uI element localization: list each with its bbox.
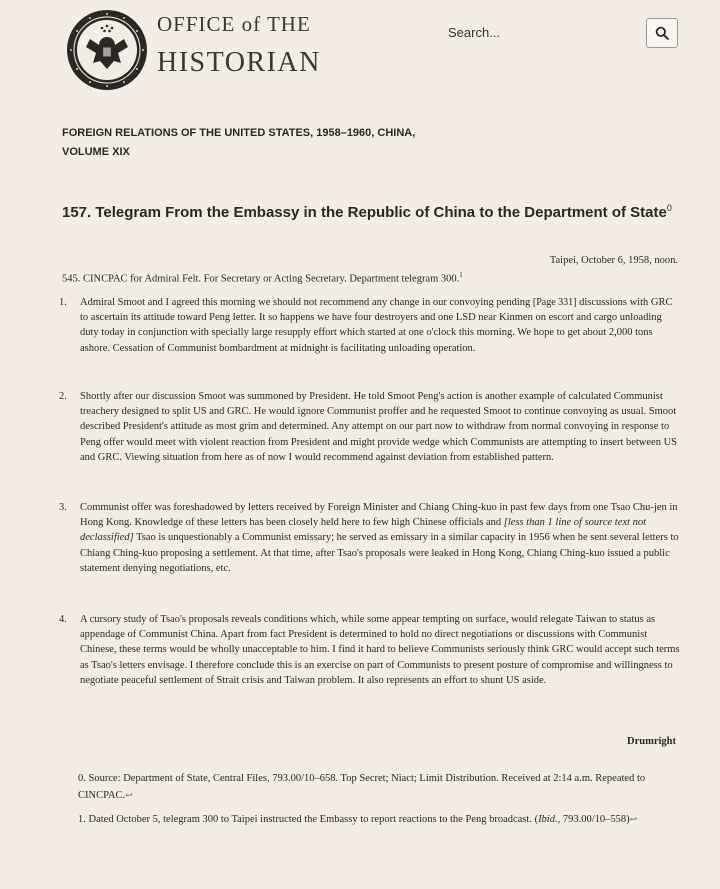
eagle-seal-icon[interactable] <box>66 9 148 91</box>
site-logo[interactable] <box>157 12 321 80</box>
footnote-ibid: Ibid. <box>538 814 558 825</box>
footnote-1 <box>78 811 678 828</box>
footnote-back-link[interactable]: ↩ <box>125 790 133 800</box>
footnote-0 <box>78 771 678 804</box>
paragraph-number: 2. <box>59 391 67 402</box>
addressee-text: 545. CINCPAC for Admiral Felt. For Secretary or Acting Secretary. Department telegram 300. <box>62 273 460 285</box>
document-title <box>62 198 682 223</box>
paragraph-1 <box>59 295 682 356</box>
footnote-number: 0. <box>78 773 86 784</box>
search-icon <box>655 26 669 40</box>
paragraph-text-continued: discussions with GRC to ascertain its attitude toward Peng letter. It so happens we have four destroyers and one LSD near Kinmen on escort and cargo unloading duty today in conjunction with specially large resupply effort which started at one o'clock this morning. We hope to get about 2,000 tons ashore. Cessation of Communist bombardment at midnight is facilitating unloading operation. <box>80 297 673 354</box>
declassification-note: [less than 1 line of source text not declassified] <box>80 517 646 544</box>
paragraph-3 <box>59 500 682 576</box>
search-input[interactable] <box>440 18 640 46</box>
paragraph-number: 4. <box>59 614 67 625</box>
search-button[interactable] <box>646 18 678 48</box>
title-footnote-ref[interactable]: 0 <box>666 203 672 213</box>
search-bar <box>440 18 680 48</box>
footnote-text: Source: Department of State, Central Files, 793.00/10–658. Top Secret; Niact; Limit Distribution. Received at 2:14 a.m. Repeated to CINCPAC. <box>78 773 646 801</box>
page-reference: [Page 331] <box>532 297 577 308</box>
footnote-back-link[interactable]: ↩ <box>629 814 638 824</box>
paragraph-body: Shortly after our discussion Smoot was summoned by President. He told Smoot Peng's action is another example of calculated Communist treachery designed to split US and GRC. He would ignore Communist proffer and he requested Smoot to continue convoying as usual. Smoot described President's attitude as most grim and determined. Any attempt on our part now to withdraw from normal convoying in response to Peng offer would meet with violent reaction from President and might provide wedge which Communists are attempting to insert between US and GRC. Viewing situation from here as of now I would recommend against deviation from established pattern. <box>80 391 678 463</box>
addressee-footnote-ref[interactable]: 1 <box>459 271 463 279</box>
footnote-text: Dated October 5, telegram 300 to Taipei instructed the Embassy to report reactions to the Peng broadcast. ( <box>88 814 539 825</box>
breadcrumb-line-1: FOREIGN RELATIONS OF THE UNITED STATES, 1958–1960, CHINA, <box>62 127 416 139</box>
signature: Drumright <box>627 736 676 747</box>
paragraph-body <box>80 295 682 356</box>
paragraph-4 <box>59 612 682 688</box>
addressee-line <box>62 271 682 285</box>
paragraph-body: A cursory study of Tsao's proposals reveals conditions which, while some appear tempting on surface, would relegate Taiwan to status as appendage of Communist China. Apart from fact President is determined to hold no direct negotiations or discussions with Communist Chinese, these terms would be wholly unacceptable to him. I find it hard to believe Communists seriously think GRC would accept such terms as Tsao's letters envisage. I therefore conclude this is an exercise on part of Communists to present posture of compromise and willingness to negotiate peaceful settlement of Strait crisis and Taiwan problem. It also represents an effort to shunt US aside. <box>80 614 680 686</box>
dateline: Taipei, October 6, 1958, noon. <box>549 255 678 266</box>
paragraph-text: Admiral Smoot and I agreed this morning we should not recommend any change in our convoying pending <box>80 297 531 308</box>
paragraph-number: 3. <box>59 502 67 513</box>
breadcrumb-line-2: VOLUME XIX <box>62 146 130 158</box>
footnote-text-continued: , 793.00/10–558) <box>557 814 630 825</box>
footnote-number: 1. <box>78 814 86 825</box>
volume-breadcrumb[interactable] <box>62 124 462 162</box>
paragraph-text: Communist offer was foreshadowed by letters received by Foreign Minister and Chiang Ching-kuo in past few days from one Tsao Chu-jen in Hong Kong. Knowledge of these letters has been closely held here to few high Chinese officials and <box>80 502 678 529</box>
paragraph-2 <box>59 389 682 465</box>
site-header <box>0 0 720 100</box>
paragraph-body <box>80 500 682 576</box>
logo-line-office: OFFICE of THE <box>157 12 311 36</box>
logo-line-historian: HISTORIAN <box>157 47 321 78</box>
document-title-text: 157. Telegram From the Embassy in the Republic of China to the Department of State <box>62 204 667 221</box>
paragraph-text-continued: Tsao is unquestionably a Communist emissary; he served as emissary in a similar capacity in 1956 when he sent several letters to Chiang Ching-kuo proposing a settlement. At that time, after Tsao's proposals were leaked in Hong Kong, Chiang Ching-kuo issued a public statement denying negotiations, etc. <box>80 532 679 574</box>
paragraph-number: 1. <box>59 297 67 308</box>
